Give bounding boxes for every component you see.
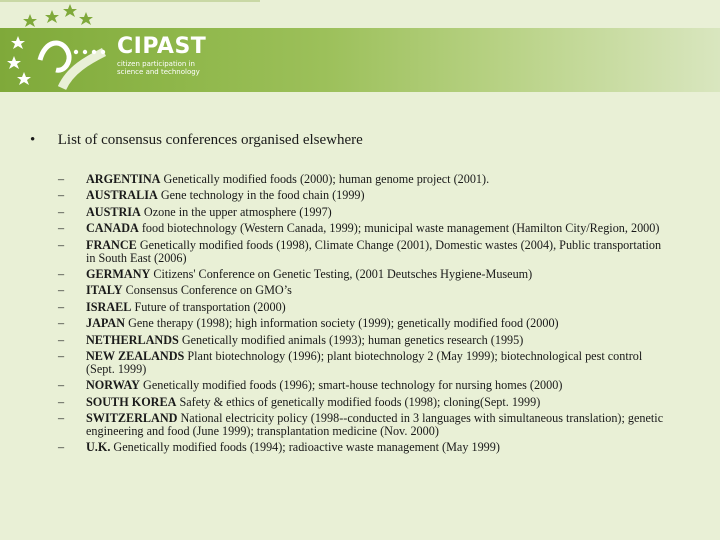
country-name: NORWAY — [86, 378, 140, 393]
country-name: FRANCE — [86, 237, 137, 252]
list-item — [58, 206, 668, 219]
dash-icon: – — [58, 440, 65, 455]
list-item — [58, 379, 668, 392]
dash-icon: – — [58, 266, 65, 281]
list-item — [58, 317, 668, 330]
conference-list — [58, 173, 668, 458]
list-item — [58, 396, 668, 409]
conference-details: Consensus Conference on GMO’s — [122, 283, 292, 298]
dash-icon: – — [58, 332, 65, 347]
conference-details: Ozone in the upper atmosphere (1997) — [140, 204, 332, 219]
conference-details: Gene technology in the food chain (1999) — [157, 188, 365, 203]
country-name: AUSTRALIA — [86, 188, 158, 203]
conference-details: Citizens' Conference on Genetic Testing, (2001 Deutsches Hygiene-Museum) — [150, 266, 533, 281]
conference-details: Genetically modified foods (1996); smart-house technology for nursing homes (2000) — [139, 378, 563, 393]
list-item — [58, 412, 668, 438]
list-item — [58, 350, 668, 376]
list-item — [58, 301, 668, 314]
conference-details: National electricity policy (1998--conducted in 3 languages with simultaneous translation); genetic engineering and food (June 1999); transplantation medicine (Nov. 2000) — [86, 411, 664, 439]
country-name: JAPAN — [86, 316, 126, 331]
dash-icon: – — [58, 316, 65, 331]
list-item — [58, 268, 668, 281]
list-item — [58, 239, 668, 265]
header — [0, 0, 720, 110]
list-item — [58, 173, 668, 186]
country-name: SOUTH KOREA — [86, 394, 177, 409]
dash-icon: – — [58, 378, 65, 393]
country-name: U.K. — [86, 440, 111, 455]
bullet-icon: • — [30, 132, 36, 148]
country-name: ITALY — [86, 283, 123, 298]
country-name: SWITZERLAND — [86, 411, 178, 426]
brand-name: CIPAST — [117, 34, 207, 59]
list-item — [58, 334, 668, 347]
conference-details: Genetically modified foods (2000); human genome project (2001). — [160, 172, 490, 186]
conference-details: Future of transportation (2000) — [131, 299, 286, 314]
conference-details: Genetically modified foods (1994); radioactive waste management (May 1999) — [110, 440, 500, 455]
list-item — [58, 189, 668, 202]
brand — [117, 34, 207, 76]
list-item — [58, 222, 668, 235]
conference-details: Plant biotechnology (1996); plant biotechnology 2 (May 1999); biotechnological pest control (Sept. 1999) — [86, 348, 643, 376]
star-logo-icon — [0, 0, 120, 110]
country-name: ARGENTINA — [86, 172, 161, 186]
dash-icon: – — [58, 237, 65, 252]
dash-icon: – — [58, 299, 65, 314]
country-name: GERMANY — [86, 266, 151, 281]
brand-tagline: citizen participation in science and technology — [117, 60, 200, 76]
dash-icon: – — [58, 204, 65, 219]
dash-icon: – — [58, 172, 65, 186]
dash-icon: – — [58, 348, 65, 363]
dash-icon: – — [58, 188, 65, 203]
dash-icon: – — [58, 394, 65, 409]
slide-heading — [30, 132, 363, 149]
dash-icon: – — [58, 283, 65, 298]
list-item — [58, 284, 668, 297]
conference-details: Genetically modified animals (1993); human genetics research (1995) — [178, 332, 524, 347]
country-name: ISRAEL — [86, 299, 132, 314]
country-name: AUSTRIA — [86, 204, 141, 219]
list-item — [58, 441, 668, 454]
heading-text: List of consensus conferences organised elsewhere — [57, 132, 363, 148]
conference-details: Genetically modified foods (1998), Climate Change (2001), Domestic wastes (2004), Public transportation in South East (2006) — [86, 237, 662, 265]
country-name: CANADA — [86, 221, 139, 236]
conference-details: food biotechnology (Western Canada, 1999); municipal waste management (Hamilton City/Region, 2000) — [138, 221, 660, 236]
dash-icon: – — [58, 221, 65, 236]
country-name: NETHERLANDS — [86, 332, 179, 347]
conference-details: Safety & ethics of genetically modified foods (1998); cloning(Sept. 1999) — [176, 394, 541, 409]
country-name: NEW ZEALANDS — [86, 348, 185, 363]
conference-details: Gene therapy (1998); high information society (1999); genetically modified food (2000) — [125, 316, 559, 331]
dash-icon: – — [58, 411, 65, 426]
